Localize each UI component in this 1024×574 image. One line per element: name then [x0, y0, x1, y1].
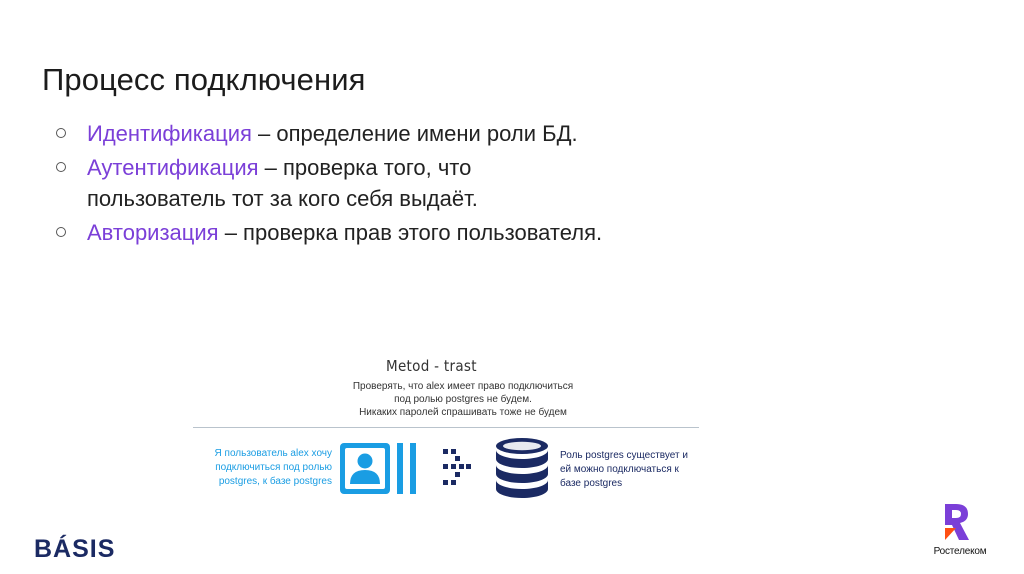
slide-title: Процесс подключения [42, 62, 366, 97]
bullet-item [56, 152, 616, 214]
description-line: под ролью postgres не будем. [394, 394, 532, 405]
rostelecom-label: Ростелеком [933, 546, 987, 557]
server-response-text [560, 449, 710, 491]
client-line: подключиться под ролью [215, 462, 332, 473]
server-line: Роль postgres существует и [560, 450, 688, 461]
server-line: ей можно подключаться к [560, 464, 679, 475]
bullet-term: Аутентификация [87, 155, 259, 180]
bullet-item [56, 118, 616, 149]
diagram-description [318, 380, 608, 419]
bullet-circle-icon [56, 128, 66, 138]
diagram-title: Metod - trast [386, 357, 477, 375]
bullet-definition: – проверка того, что пользователь тот за кого себя выдаёт. [87, 155, 478, 211]
bullet-circle-icon [56, 162, 66, 172]
diagram-divider [193, 427, 699, 428]
database-icon [494, 437, 550, 499]
description-line: Никаких паролей спрашивать тоже не будем [359, 407, 567, 418]
rostelecom-logo-icon [942, 502, 972, 542]
basis-logo: BÁSIS [34, 535, 116, 563]
bullet-item [56, 217, 616, 248]
bullet-term: Идентификация [87, 121, 252, 146]
double-bar-icon [397, 443, 419, 494]
user-id-card-icon [340, 443, 390, 494]
client-request-text [196, 447, 332, 489]
bullet-definition: – определение имени роли БД. [251, 121, 578, 146]
bullet-term: Авторизация [87, 220, 219, 245]
dotted-arrow-icon [442, 447, 472, 487]
bullet-definition: – проверка прав этого пользователя. [218, 220, 603, 245]
client-line: Я пользователь alex хочу [214, 448, 332, 459]
description-line: Проверять, что alex имеет право подключиться [352, 381, 574, 392]
server-line: базе postgres [560, 478, 623, 489]
bullet-circle-icon [56, 227, 66, 237]
client-line: postgres, к базе postgres [218, 476, 332, 487]
bullet-list [56, 118, 616, 251]
